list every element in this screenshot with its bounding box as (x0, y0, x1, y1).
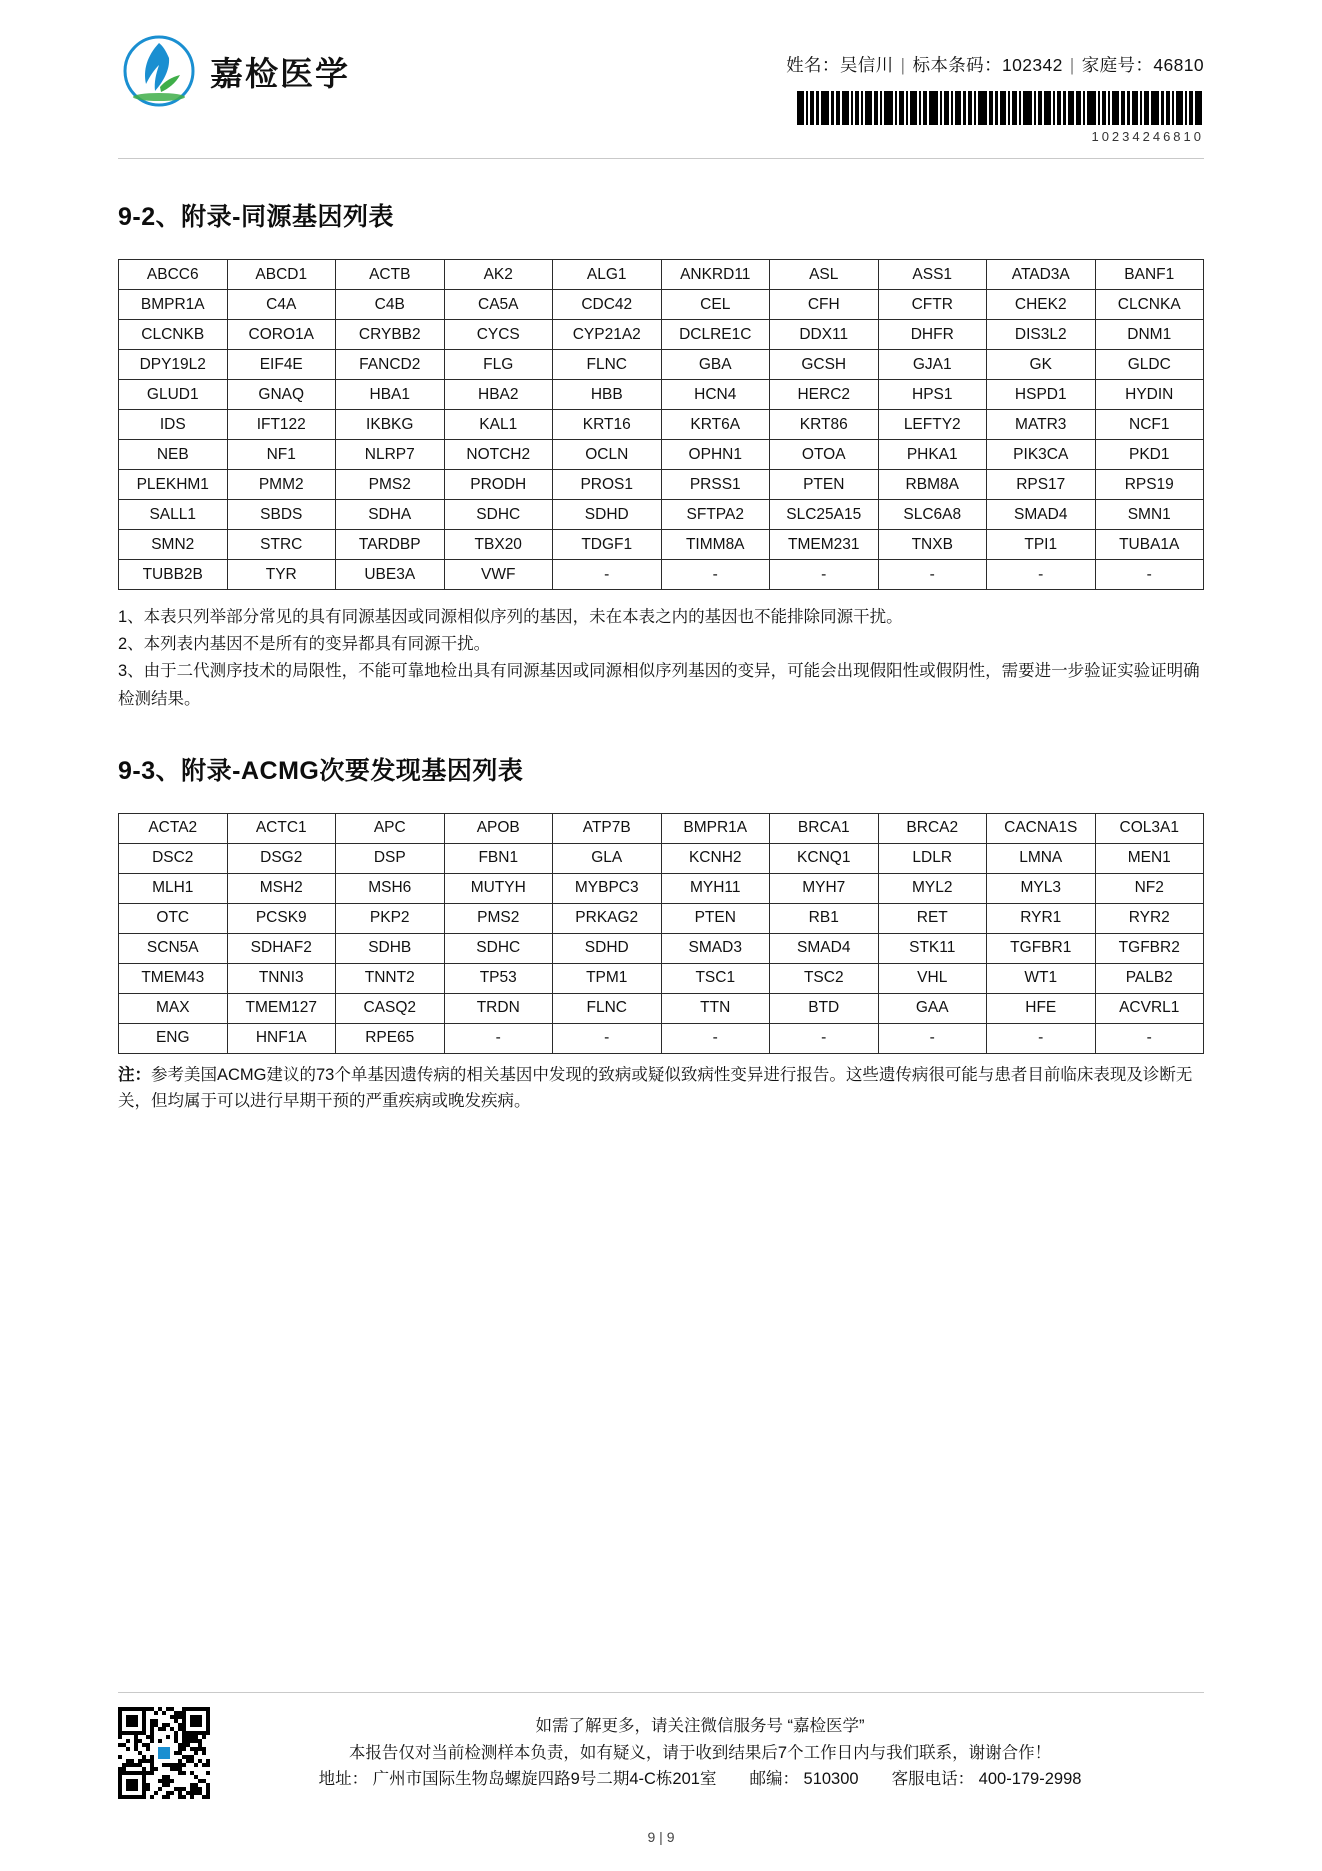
acmg-note-text: 参考美国ACMG建议的73个单基因遗传病的相关基因中发现的致病或疑似致病性变异进行报告。这些遗传病很可能与患者目前临床表现及诊断无关，但均属于可以进行早期干预的严重疾病或晚发疾病。 (118, 1065, 1193, 1111)
gene-cell: OCLN (553, 440, 662, 470)
section-title-homologous-genes: 9-2、附录-同源基因列表 (118, 203, 394, 231)
gene-cell: TYR (227, 560, 336, 590)
footer-line-2: 本报告仅对当前检测样本负责，如有疑义，请于收到结果后7个工作日内与我们联系，谢谢合作！ (348, 1743, 1052, 1762)
footer-divider (118, 1692, 1204, 1693)
gene-cell: RYR1 (987, 903, 1096, 933)
gene-cell: TMEM43 (119, 963, 228, 993)
gene-cell: DHFR (878, 320, 987, 350)
gene-cell: KAL1 (444, 410, 553, 440)
gene-cell: RB1 (770, 903, 879, 933)
gene-cell: CYP21A2 (553, 320, 662, 350)
gene-cell: ALG1 (553, 260, 662, 290)
gene-cell: PCSK9 (227, 903, 336, 933)
gene-cell: ACVRL1 (1095, 993, 1204, 1023)
gene-cell: FBN1 (444, 843, 553, 873)
gene-cell: HYDIN (1095, 380, 1204, 410)
gene-cell: SDHD (553, 933, 662, 963)
gene-cell: SFTPA2 (661, 500, 770, 530)
gene-cell: SDHA (336, 500, 445, 530)
table-row (119, 260, 1204, 290)
table-row (119, 993, 1204, 1023)
gene-cell: PTEN (770, 470, 879, 500)
table-row (119, 560, 1204, 590)
gene-cell: MEN1 (1095, 843, 1204, 873)
acmg-gene-table (118, 813, 1204, 1054)
gene-cell: SALL1 (119, 500, 228, 530)
family-number-value: 46810 (1153, 55, 1204, 75)
gene-cell: HPS1 (878, 380, 987, 410)
gene-cell: HERC2 (770, 380, 879, 410)
footer-line-1: 如需了解更多，请关注微信服务号 “嘉检医学” (535, 1716, 865, 1735)
gene-cell: C4B (336, 290, 445, 320)
gene-cell: TNNT2 (336, 963, 445, 993)
gene-cell: SDHB (336, 933, 445, 963)
header-divider (118, 158, 1204, 159)
gene-cell: FLNC (553, 350, 662, 380)
table-row (119, 410, 1204, 440)
gene-cell: PTEN (661, 903, 770, 933)
gene-cell: ENG (119, 1023, 228, 1053)
gene-cell: PKP2 (336, 903, 445, 933)
gene-cell: APC (336, 813, 445, 843)
gene-cell: CRYBB2 (336, 320, 445, 350)
gene-cell: LDLR (878, 843, 987, 873)
gene-cell: GAA (878, 993, 987, 1023)
gene-cell: TSC1 (661, 963, 770, 993)
gene-cell: TARDBP (336, 530, 445, 560)
gene-cell: CASQ2 (336, 993, 445, 1023)
gene-cell: SDHC (444, 500, 553, 530)
brand (118, 34, 350, 108)
gene-cell: SCN5A (119, 933, 228, 963)
gene-cell: KRT6A (661, 410, 770, 440)
gene-cell: BRCA1 (770, 813, 879, 843)
gene-cell: FANCD2 (336, 350, 445, 380)
gene-cell: - (553, 560, 662, 590)
gene-cell: MSH6 (336, 873, 445, 903)
note-line: 1、本表只列举部分常见的具有同源基因或同源相似序列的基因，未在本表之内的基因也不能排除同源干扰。 (118, 608, 903, 626)
gene-cell: NOTCH2 (444, 440, 553, 470)
patient-name-label: 姓名： (786, 55, 840, 75)
gene-cell: OTC (119, 903, 228, 933)
gene-cell: HBA1 (336, 380, 445, 410)
gene-cell: PMS2 (336, 470, 445, 500)
table-row (119, 903, 1204, 933)
gene-cell: NF1 (227, 440, 336, 470)
table-row (119, 530, 1204, 560)
gene-cell: - (444, 1023, 553, 1053)
gene-cell: HNF1A (227, 1023, 336, 1053)
gene-cell: NLRP7 (336, 440, 445, 470)
gene-cell: MYL3 (987, 873, 1096, 903)
gene-cell: TBX20 (444, 530, 553, 560)
gene-cell: TNXB (878, 530, 987, 560)
gene-cell: BTD (770, 993, 879, 1023)
gene-cell: DCLRE1C (661, 320, 770, 350)
gene-cell: CLCNKB (119, 320, 228, 350)
gene-cell: KCNH2 (661, 843, 770, 873)
gene-cell: GJA1 (878, 350, 987, 380)
gene-cell: OPHN1 (661, 440, 770, 470)
gene-cell: SDHAF2 (227, 933, 336, 963)
gene-cell: PRKAG2 (553, 903, 662, 933)
gene-cell: KRT86 (770, 410, 879, 440)
gene-cell: ABCC6 (119, 260, 228, 290)
table-row (119, 440, 1204, 470)
gene-cell: SLC6A8 (878, 500, 987, 530)
table-row (119, 843, 1204, 873)
gene-cell: KRT16 (553, 410, 662, 440)
gene-cell: CLCNKA (1095, 290, 1204, 320)
table-row (119, 470, 1204, 500)
divider: | (900, 55, 906, 75)
gene-cell: RPE65 (336, 1023, 445, 1053)
gene-cell: DDX11 (770, 320, 879, 350)
table-row (119, 1023, 1204, 1053)
gene-cell: - (878, 1023, 987, 1053)
page-footer (118, 1692, 1204, 1799)
gene-cell: SMN1 (1095, 500, 1204, 530)
gene-cell: APOB (444, 813, 553, 843)
gene-cell: IFT122 (227, 410, 336, 440)
gene-cell: MSH2 (227, 873, 336, 903)
gene-cell: CEL (661, 290, 770, 320)
gene-cell: DNM1 (1095, 320, 1204, 350)
gene-cell: IKBKG (336, 410, 445, 440)
gene-cell: NF2 (1095, 873, 1204, 903)
gene-cell: CFTR (878, 290, 987, 320)
gene-cell: PALB2 (1095, 963, 1204, 993)
page-header (118, 0, 1204, 142)
gene-cell: ACTA2 (119, 813, 228, 843)
gene-cell: TUBA1A (1095, 530, 1204, 560)
homologous-gene-notes (118, 604, 1204, 713)
gene-cell: CACNA1S (987, 813, 1096, 843)
gene-cell: STRC (227, 530, 336, 560)
homologous-gene-table (118, 259, 1204, 590)
family-number-label: 家庭号： (1081, 55, 1154, 75)
gene-cell: ATAD3A (987, 260, 1096, 290)
gene-cell: ASL (770, 260, 879, 290)
gene-cell: BMPR1A (661, 813, 770, 843)
gene-cell: PRODH (444, 470, 553, 500)
gene-cell: CYCS (444, 320, 553, 350)
gene-cell: DPY19L2 (119, 350, 228, 380)
barcode-image (786, 91, 1204, 125)
gene-cell: RPS17 (987, 470, 1096, 500)
gene-cell: TGFBR2 (1095, 933, 1204, 963)
gene-cell: HBA2 (444, 380, 553, 410)
gene-cell: VWF (444, 560, 553, 590)
gene-cell: GLA (553, 843, 662, 873)
gene-cell: PMS2 (444, 903, 553, 933)
table-row (119, 320, 1204, 350)
gene-cell: SDHD (553, 500, 662, 530)
acmg-note-prefix: 注： (118, 1065, 151, 1084)
gene-cell: DSG2 (227, 843, 336, 873)
gene-cell: ABCD1 (227, 260, 336, 290)
gene-cell: SMN2 (119, 530, 228, 560)
divider: | (1069, 55, 1075, 75)
gene-cell: MUTYH (444, 873, 553, 903)
patient-info-line (786, 52, 1204, 77)
brand-name: 嘉检医学 (210, 54, 350, 92)
gene-cell: RET (878, 903, 987, 933)
table-row (119, 963, 1204, 993)
table-row (119, 873, 1204, 903)
gene-cell: LEFTY2 (878, 410, 987, 440)
gene-cell: GNAQ (227, 380, 336, 410)
gene-cell: EIF4E (227, 350, 336, 380)
gene-cell: ANKRD11 (661, 260, 770, 290)
gene-cell: CORO1A (227, 320, 336, 350)
gene-cell: HCN4 (661, 380, 770, 410)
gene-cell: SLC25A15 (770, 500, 879, 530)
gene-cell: VHL (878, 963, 987, 993)
gene-cell: TRDN (444, 993, 553, 1023)
page-number: 9 | 9 (647, 1829, 675, 1845)
gene-cell: RYR2 (1095, 903, 1204, 933)
gene-cell: - (661, 560, 770, 590)
gene-cell: WT1 (987, 963, 1096, 993)
gene-cell: CFH (770, 290, 879, 320)
table-row (119, 500, 1204, 530)
gene-cell: TSC2 (770, 963, 879, 993)
gene-cell: - (770, 1023, 879, 1053)
gene-cell: PMM2 (227, 470, 336, 500)
gene-cell: BMPR1A (119, 290, 228, 320)
gene-cell: ATP7B (553, 813, 662, 843)
gene-cell: PHKA1 (878, 440, 987, 470)
gene-cell: TIMM8A (661, 530, 770, 560)
gene-cell: MLH1 (119, 873, 228, 903)
gene-cell: GLUD1 (119, 380, 228, 410)
patient-info (786, 34, 1204, 144)
specimen-barcode-label: 标本条码： (912, 55, 1002, 75)
gene-cell: PROS1 (553, 470, 662, 500)
gene-cell: SMAD4 (770, 933, 879, 963)
gene-cell: ACTC1 (227, 813, 336, 843)
gene-cell: TPI1 (987, 530, 1096, 560)
gene-cell: KCNQ1 (770, 843, 879, 873)
acmg-note (118, 1062, 1204, 1115)
gene-cell: COL3A1 (1095, 813, 1204, 843)
gene-cell: BANF1 (1095, 260, 1204, 290)
gene-cell: MYH11 (661, 873, 770, 903)
gene-cell: DSC2 (119, 843, 228, 873)
gene-cell: TMEM231 (770, 530, 879, 560)
gene-cell: STK11 (878, 933, 987, 963)
gene-cell: UBE3A (336, 560, 445, 590)
gene-cell: NCF1 (1095, 410, 1204, 440)
gene-cell: TDGF1 (553, 530, 662, 560)
gene-cell: GK (987, 350, 1096, 380)
gene-cell: PLEKHM1 (119, 470, 228, 500)
gene-cell: CA5A (444, 290, 553, 320)
gene-cell: PRSS1 (661, 470, 770, 500)
gene-cell: SDHC (444, 933, 553, 963)
gene-cell: TP53 (444, 963, 553, 993)
specimen-barcode-value: 102342 (1001, 55, 1063, 75)
gene-cell: BRCA2 (878, 813, 987, 843)
gene-cell: SBDS (227, 500, 336, 530)
gene-cell: SMAD4 (987, 500, 1096, 530)
footer-line-3: 地址： 广州市国际生物岛螺旋四路9号二期4-C栋201室 邮编： 510300 客服电话： 400-179-2998 (318, 1770, 1082, 1789)
gene-cell: DSP (336, 843, 445, 873)
gene-cell: TPM1 (553, 963, 662, 993)
gene-cell: HBB (553, 380, 662, 410)
gene-cell: HFE (987, 993, 1096, 1023)
gene-cell: CDC42 (553, 290, 662, 320)
gene-cell: TNNI3 (227, 963, 336, 993)
gene-cell: AK2 (444, 260, 553, 290)
gene-cell: TUBB2B (119, 560, 228, 590)
barcode-number: 10234246810 (1091, 129, 1204, 144)
gene-cell: NEB (119, 440, 228, 470)
note-line: 3、由于二代测序技术的局限性，不能可靠地检出具有同源基因或同源相似序列基因的变异，可能会出现假阳性或假阴性，需要进一步验证实验证明确检测结果。 (118, 662, 1200, 708)
gene-cell: MYL2 (878, 873, 987, 903)
gene-cell: DIS3L2 (987, 320, 1096, 350)
note-line: 2、本列表内基因不是所有的变异都具有同源干扰。 (118, 635, 491, 654)
gene-cell: ASS1 (878, 260, 987, 290)
qr-code-icon (118, 1707, 210, 1799)
gene-cell: - (1095, 1023, 1204, 1053)
gene-cell: PIK3CA (987, 440, 1096, 470)
gene-cell: MATR3 (987, 410, 1096, 440)
gene-cell: TMEM127 (227, 993, 336, 1023)
gene-cell: TTN (661, 993, 770, 1023)
gene-cell: IDS (119, 410, 228, 440)
gene-cell: PKD1 (1095, 440, 1204, 470)
gene-cell: - (878, 560, 987, 590)
table-row (119, 380, 1204, 410)
section-title-acmg-secondary-findings: 9-3、附录-ACMG次要发现基因列表 (118, 756, 524, 785)
gene-cell: ACTB (336, 260, 445, 290)
gene-cell: RPS19 (1095, 470, 1204, 500)
gene-cell: GLDC (1095, 350, 1204, 380)
table-row (119, 290, 1204, 320)
gene-cell: C4A (227, 290, 336, 320)
gene-cell: - (987, 560, 1096, 590)
leaf-logo-icon (122, 34, 196, 108)
table-row (119, 933, 1204, 963)
gene-cell: - (661, 1023, 770, 1053)
gene-cell: FLG (444, 350, 553, 380)
patient-name-value: 吴信川 (839, 55, 894, 75)
gene-cell: LMNA (987, 843, 1096, 873)
gene-cell: - (553, 1023, 662, 1053)
table-row (119, 813, 1204, 843)
gene-cell: RBM8A (878, 470, 987, 500)
gene-cell: CHEK2 (987, 290, 1096, 320)
gene-cell: OTOA (770, 440, 879, 470)
gene-cell: - (770, 560, 879, 590)
gene-cell: - (1095, 560, 1204, 590)
gene-cell: TGFBR1 (987, 933, 1096, 963)
gene-cell: SMAD3 (661, 933, 770, 963)
footer-text (236, 1713, 1204, 1793)
gene-cell: MYBPC3 (553, 873, 662, 903)
gene-cell: HSPD1 (987, 380, 1096, 410)
gene-cell: FLNC (553, 993, 662, 1023)
gene-cell: - (987, 1023, 1096, 1053)
gene-cell: MAX (119, 993, 228, 1023)
table-row (119, 350, 1204, 380)
gene-cell: GCSH (770, 350, 879, 380)
gene-cell: MYH7 (770, 873, 879, 903)
gene-cell: GBA (661, 350, 770, 380)
